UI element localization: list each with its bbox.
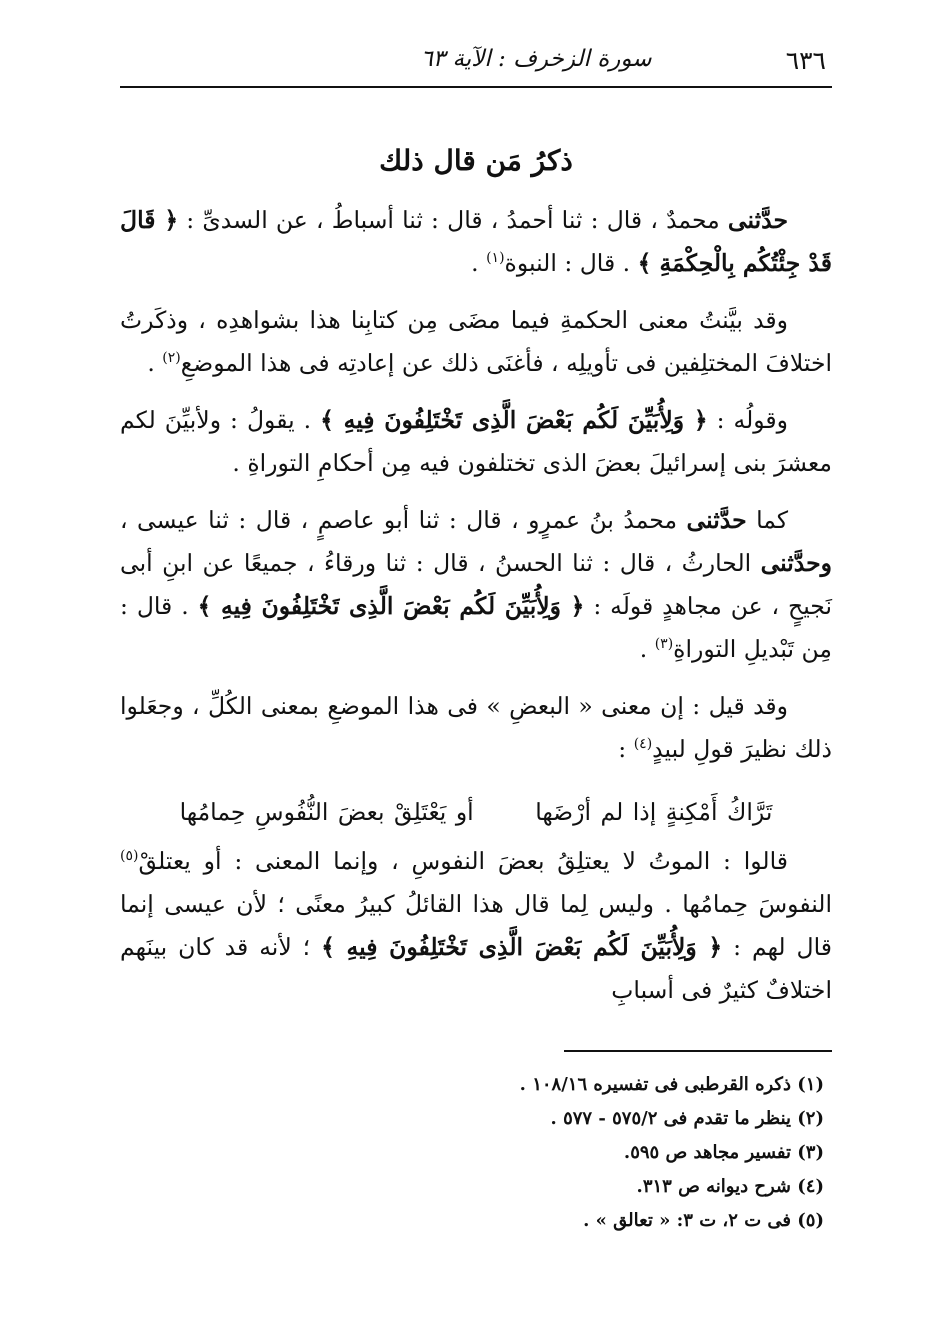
footnote-2: (٢) ينظر ما تقدم فى ٥٧٥/٢ - ٥٧٧ . [550,1108,824,1129]
footnote-ref: (٥) [120,848,139,865]
paragraph-end: . [639,635,655,663]
paragraph-text: النفوسَ حِمامُها . وليس لِما قال هذا القائلُ كبيرُ معنًى ؛ لأن عيسى إنما قال لهم : [120,890,833,961]
paragraph-text: وقولُه : [707,406,789,434]
paragraph-text: كما [746,506,789,534]
verse-first-hemistich: تَرَّاكُ أَمْكِنةٍ إذا لم أرْضَها [535,798,773,826]
footnote-5: (٥) فى ت ٢، ت ٣: « تعالق » . [583,1210,824,1231]
paragraph-text: . قال : مِن تَبْديلِ التوراةِ [120,592,832,663]
verse-second-hemistich: أو يَعْتَلِقْ بعضَ النُّفُوسِ حِمامُها [179,798,474,826]
narrator-lead: وحدَّثنى [760,549,832,577]
paragraph-text: ؛ لأنه قد كان بينَهم اختلافٌ كثيرٌ فى أسبابِ [120,933,832,1004]
quran-quote: ﴿ وَلِأُبَيِّنَ لَكُم بَعْضَ الَّذِى تَخْتَلِفُونَ فِيهِ ﴾ [321,933,723,961]
footnotes [120,1068,832,1238]
page [120,30,832,1238]
footnote-3: (٣) تفسير مجاهد ص ٥٩٥. [623,1142,824,1163]
quran-quote: ﴿ وَلِأُبَيِّنَ لَكُم بَعْضَ الَّذِى تَخْتَلِفُونَ فِيهِ ﴾ [197,592,585,620]
paragraph-text: قالوا : الموتُ لا يعتلِقُ بعضَ النفوسِ ، وإنما المعنى : أو يعتلقْ [138,847,788,875]
paragraph-text: . يقولُ : ولأبيِّنَ لكم معشرَ بنى إسرائيلَ بعضَ الذى تختلفون فيه مِن أحكامِ التوراةِ . [120,406,832,477]
paragraph-6 [120,840,832,1012]
paragraph-end: : [618,735,634,763]
narrator-lead: حدَّثنى [686,506,747,534]
paragraph-1 [120,199,832,285]
footnote-ref: (٢) [162,350,181,367]
body-text [120,199,832,1012]
footnote-divider [564,1050,832,1052]
narrator-lead: حدَّثنى [727,206,789,234]
paragraph-text: الحارثُ ، قال : ثنا الحسنُ ، قال : ثنا ورقاءُ ، جميعًا عن ابنِ أبى نَجيحٍ ، عن مجاهدٍ قولَه : [120,549,833,620]
paragraph-text: وقد قيل : إن معنى « البعضِ » فى هذا الموضعِ بمعنى الكُلِّ ، وجعَلوا ذلك نظيرَ قولِ لبيدٍ [120,692,832,763]
paragraph-3 [120,399,832,485]
section-title: ذكرُ مَن قال ذلك [379,144,573,177]
paragraph-text: محمدٌ ، قال : ثنا أحمدُ ، قال : ثنا أسباطُ ، عن السدىِّ : [178,206,728,234]
footnote-1: (١) ذكره القرطبى فى تفسيره ١٠٨/١٦ . [519,1074,824,1095]
footnote-ref: (٣) [654,636,674,653]
footnote-4: (٤) شرح ديوانه ص ٣١٣. [636,1176,824,1197]
page-number: ٦٣٦ [785,46,826,75]
quran-quote: ﴿ قَالَ قَدْ جِئْتُكُم بِالْحِكْمَةِ ﴾ [120,206,832,277]
paragraph-5 [120,685,832,771]
running-title: سورة الزخرف : الآية ٦٣ [420,46,652,72]
paragraph-end: . [147,349,163,377]
paragraph-text: محمدُ بنُ عمرٍو ، قال : ثنا أبو عاصمٍ ، قال : ثنا عيسى ، [120,506,687,534]
paragraph-4 [120,499,832,671]
quran-quote: ﴿ وَلِأُبَيِّنَ لَكُم بَعْضَ الَّذِى تَخْتَلِفُونَ فِيهِ ﴾ [320,406,708,434]
paragraph-text: وقد بيَّنتُ معنى الحكمةِ فيما مضَى مِن كتابِنا هذا بشواهدِه ، وذكَرتُ اختلافَ المختلِفين فى تأويلِه ، فأغنَى ذلك عن إعادتِه فى هذا الموضعِ [120,306,832,377]
poetry-verse [120,791,832,834]
paragraph-text: . قال : النبوة [504,249,638,277]
paragraph-end: . [471,249,487,277]
running-head [120,30,832,88]
paragraph-2 [120,299,832,385]
footnote-ref: (١) [486,250,505,267]
footnote-ref: (٤) [633,736,653,753]
